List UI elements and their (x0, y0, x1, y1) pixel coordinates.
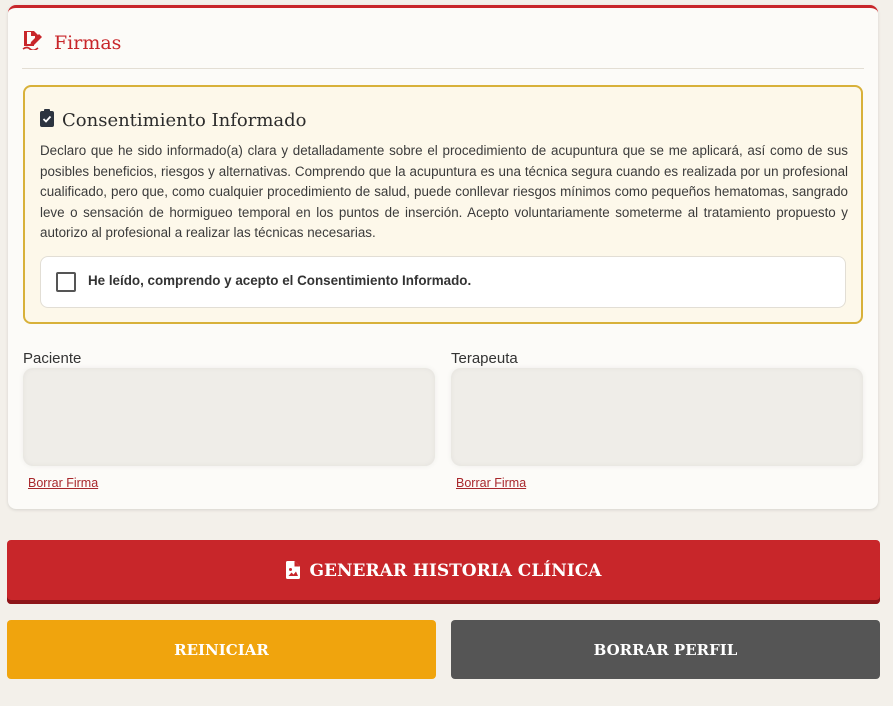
consent-panel (23, 85, 863, 324)
clipboard-check-icon (40, 109, 54, 132)
signature-icon (22, 30, 44, 55)
consent-accept-label: He leído, comprendo y acepto el Consentimiento Informado. (88, 272, 472, 288)
signatures-header (22, 30, 121, 55)
therapist-signature-label: Terapeuta (451, 350, 518, 367)
patient-clear-signature-link[interactable]: Borrar Firma (28, 476, 99, 490)
file-image-icon (286, 561, 300, 584)
therapist-clear-signature-link[interactable]: Borrar Firma (456, 476, 527, 490)
divider (22, 68, 864, 69)
reset-button[interactable] (7, 620, 436, 679)
generate-history-label: GENERAR HISTORIA CLÍNICA (309, 560, 602, 581)
delete-profile-label: BORRAR PERFIL (593, 640, 738, 659)
reset-label: REINICIAR (174, 640, 269, 659)
consent-text: Declaro que he sido informado(a) clara y detalladamente sobre el procedimiento de acupuntura que se me aplicará, así como de sus posibles beneficios, riesgos y alternativas. Comprendo que la acupuntura es una técnica segura cuando es realizada por un profesional cualificado, pero que, como cualquier procedimiento de salud, puede conllevar riesgos mínimos como pequeños hematomas, sangrado leve o sensación de hormigueo temporal en los puntos de inserción. Acepto voluntariamente someterme al tratamiento propuesto y autorizo al profesional a realizar las técnicas necesarias. (40, 143, 848, 240)
consent-title: Consentimiento Informado (62, 110, 307, 131)
consent-accept-option[interactable] (40, 256, 846, 308)
delete-profile-button[interactable] (451, 620, 880, 679)
signatures-title: Firmas (54, 31, 122, 54)
patient-signature-label: Paciente (23, 350, 82, 367)
patient-signature-pad[interactable] (23, 368, 435, 466)
signatures-card (8, 5, 878, 509)
consent-header (40, 109, 307, 132)
therapist-signature-pad[interactable] (451, 368, 863, 466)
generate-history-button[interactable] (7, 540, 880, 604)
consent-checkbox[interactable] (56, 272, 76, 292)
